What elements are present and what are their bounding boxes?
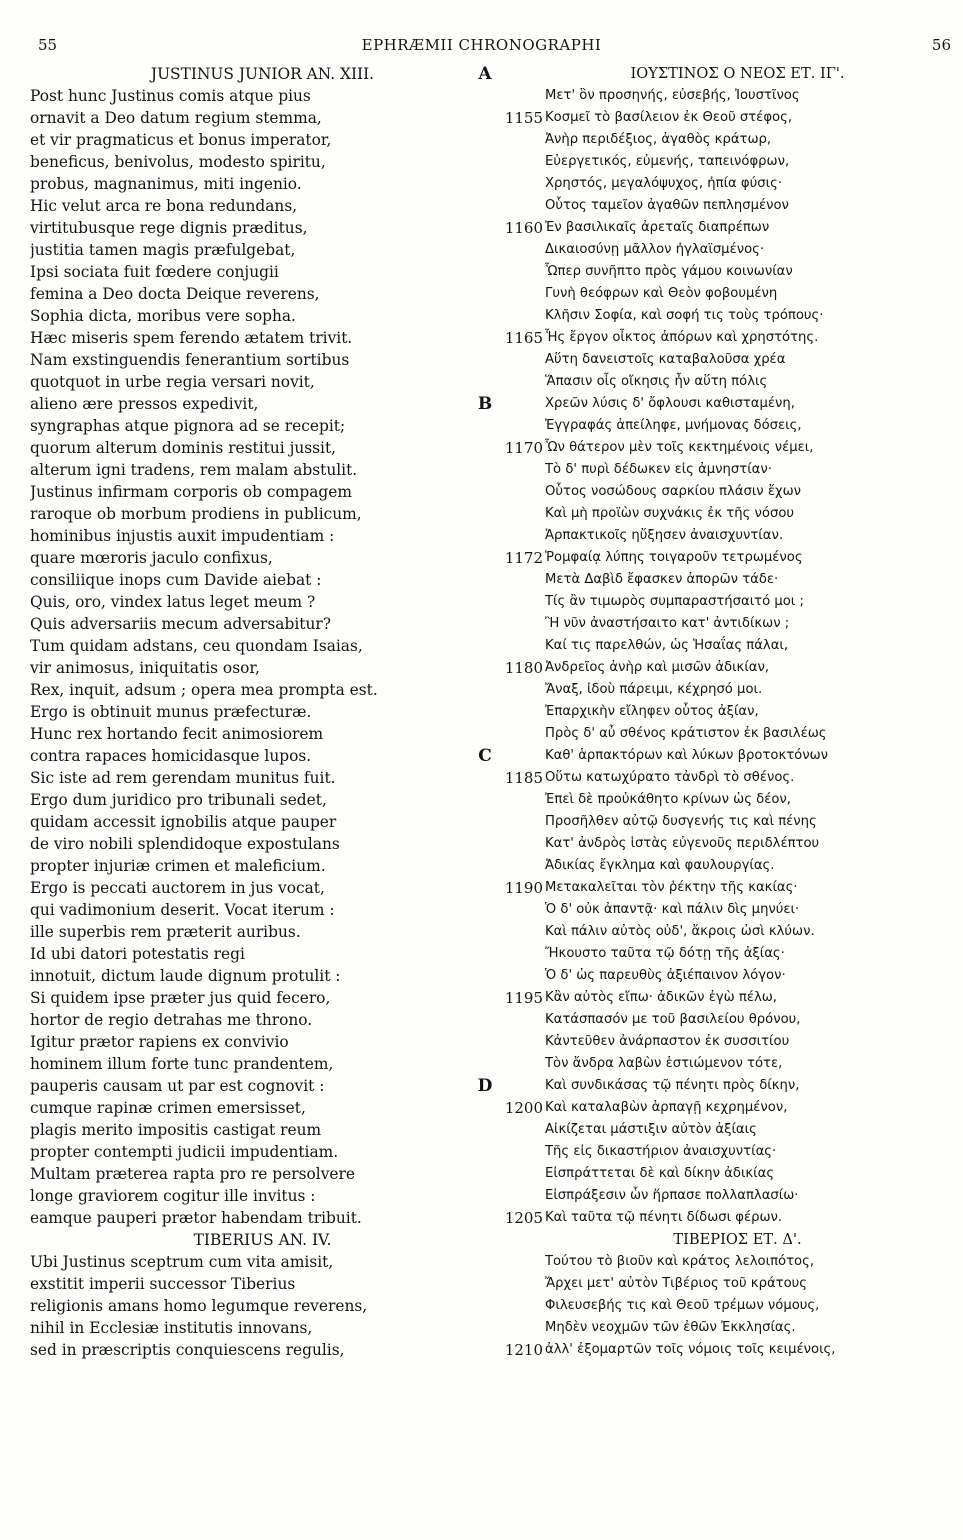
line-number [488,1317,543,1339]
line-number: 1160 [504,219,543,237]
line-number [488,415,543,437]
greek-line: Εὐεργετικός, εὐμενής, ταπεινόφρων, [545,154,790,169]
latin-line: Post hunc Justinus comis atque pius [30,87,311,105]
latin-line: virtitubusque rege dignis præditus, [30,219,308,237]
latin-line: alieno ære pressos expedivit, [30,395,259,413]
latin-line: religionis amans homo legumque reverens, [30,1297,368,1315]
greek-line: ἀλλ' ἐξομαρτῶν τοῖς νόμοις τοῖς κειμένοις, [545,1342,836,1357]
line-number [488,569,543,591]
greek-line: Τούτου τὸ βιοῦν καὶ κράτος λελοιπότος, [545,1254,815,1269]
line-number [488,349,543,371]
greek-line: Αὕτη δανειστοῖς καταβαλοῦσα χρέα [545,352,786,367]
latin-line: hominibus injustis auxit impudentiam : [30,527,335,545]
line-number [488,1031,543,1053]
latin-line: Quis, oro, vindex latus leget meum ? [30,593,316,611]
line-number [488,1251,543,1273]
latin-line: Si quidem ipse præter jus quid fecero, [30,989,331,1007]
latin-line: propter injuriæ crimen et maleficium. [30,857,326,875]
line-number [488,283,543,305]
line-number [488,943,543,965]
line-number [488,679,543,701]
latin-heading: JUSTINUS JUNIOR AN. XIII. [150,65,375,83]
line-number [488,1141,543,1163]
line-number [488,371,543,393]
section-letter: D [477,1076,493,1096]
greek-line: Καὶ πάλιν αὐτὸς οὐδ', ἄκροις ὠσὶ κλύων. [545,924,815,939]
greek-line: Τὸν ἄνδρα λαβὼν ἑστιώμενον τότε, [545,1056,783,1071]
running-title: EPHRÆMII CHRONOGRAPHI [361,36,602,54]
line-number [488,129,543,151]
greek-line: Οὗτος νοσώδους σαρκίου πλάσιν ἔχων [545,484,802,499]
greek-line: Κἂν αὐτὸς εἴπω· ἀδικῶν ἐγὼ πέλω, [545,990,777,1005]
greek-line: Ἐπεὶ δὲ προὐκάθητο κρίνων ὡς δέον, [545,792,791,807]
greek-line: Μετακαλεῖται τὸν ῥέκτην τῆς κακίας· [545,880,798,895]
latin-line: Ergo is obtinuit munus præfecturæ. [30,703,312,721]
greek-line: Πρὸς δ' αὖ σθένος κράτιστον ἐκ βασιλέως [545,726,827,741]
greek-line: Δικαιοσύνῃ μᾶλλον ἠγλαϊσμένος· [545,242,765,257]
line-number: 1170 [504,439,543,457]
line-number [488,1119,543,1141]
latin-line: ille superbis rem præterit auribus. [30,923,301,941]
line-number [488,305,543,327]
line-number [488,261,543,283]
latin-line: Igitur prætor rapiens ex convivio [30,1033,289,1051]
line-number [488,1229,543,1251]
line-number [488,965,543,987]
line-number-column [488,63,543,1361]
greek-line: Ἐγγραφάς ἀπείληφε, μνήμονας δόσεις, [545,418,802,433]
line-number [488,239,543,261]
latin-line: consiliique inops cum Davide aiebat : [30,571,322,589]
greek-line: Μηδὲν νεοχμῶν τῶν ἐθῶν Ἐκκλησίας. [545,1320,796,1335]
greek-line: Καὶ ταῦτα τῷ πένητι δίδωσι φέρων. [545,1210,783,1225]
greek-line: Χρηστός, μεγαλόψυχος, ἠπία φύσις· [545,176,783,191]
line-number [488,833,543,855]
latin-line: Sic iste ad rem gerendam munitus fuit. [30,769,336,787]
greek-column [545,63,930,1361]
line-number [488,393,543,415]
section-letter: A [478,64,492,84]
page-number-right: 56 [931,36,951,54]
line-number: 1155 [504,109,543,127]
line-number: 1165 [504,329,543,347]
greek-line: Καθ' ἁρπακτόρων καὶ λύκων βροτοκτόνων [545,748,829,763]
line-number [488,701,543,723]
latin-line: longe graviorem cogitur ille invitus : [30,1187,316,1205]
latin-line: justitia tamen magis præfulgebat, [30,241,296,259]
line-number [488,899,543,921]
greek-line: Ἁρπακτικοῖς ηὔξησεν ἀναισχυντίαν. [545,528,784,543]
greek-line: Χρεῶν λύσις δ' ὄφλουσι καθισταμένη, [545,396,795,411]
latin-line: sed in præscriptis conquiescens regulis, [30,1341,345,1359]
latin-line: Justinus infirmam corporis ob compagem [30,483,352,501]
latin-line: exstitit imperii successor Tiberius [30,1275,296,1293]
latin-line: innotuit, dictum laude dignum protulit : [30,967,341,985]
latin-line: quorum alterum dominis restitui jussit, [30,439,337,457]
greek-line: Αἰκίζεται μάστιξιν αὐτὸν ἀξίαις [545,1122,757,1137]
greek-line: Κοσμεῖ τὸ βασίλειον ἐκ Θεοῦ στέφος, [545,110,793,125]
latin-line: Sophia dicta, moribus vere sopha. [30,307,296,325]
greek-line: Ἐπαρχικὴν εἴληφεν οὗτος ἀξίαν, [545,704,759,719]
page-number-left: 55 [38,36,58,54]
greek-line: Ὁ δ' οὐκ ἀπαντᾷ· καὶ πάλιν δὶς μηνύει· [545,902,800,917]
line-number [488,591,543,613]
greek-line: Ἤκουστο ταῦτα τῷ δότῃ τῆς ἀξίας· [545,946,785,961]
latin-line: hominem illum forte tunc prandentem, [30,1055,334,1073]
latin-line: Ergo dum juridico pro tribunali sedet, [30,791,327,809]
latin-line: Id ubi datori potestatis regi [30,945,245,963]
latin-line: Hunc rex hortando fecit animosiorem [30,725,324,743]
greek-line: Ὁ δ' ὡς παρευθὺς ἀξιέπαινον λόγον· [545,968,786,983]
line-number [488,921,543,943]
greek-line: Καὶ καταλαβὼν ἁρπαγῇ κεχρημένον, [545,1100,788,1115]
line-number: 1200 [504,1099,543,1117]
greek-line: Εἰσπράττεται δὲ καὶ δίκην ἀδικίας [545,1166,775,1181]
line-number [488,855,543,877]
greek-line: Καί τις παρελθών, ὡς Ἡσαΐας πάλαι, [545,638,789,653]
line-number [488,1295,543,1317]
latin-line: quare mœroris jaculo confixus, [30,549,273,567]
greek-line: Καὶ συνδικάσας τῷ πένητι πρὸς δίκην, [545,1078,800,1093]
line-number [488,1009,543,1031]
greek-line: Ἧς ἔργον οἶκτος ἀπόρων καὶ χρηστότης. [545,330,819,345]
latin-line: Rex, inquit, adsum ; opera mea prompta est. [30,681,378,699]
line-number [488,151,543,173]
latin-line: contra rapaces homicidasque lupos. [30,747,312,765]
latin-line: Hæc miseris spem ferendo ætatem trivit. [30,329,353,347]
line-number [488,1273,543,1295]
greek-line: Κλῆσιν Σοφία, καὶ σοφή τις τοὺς τρόπους· [545,308,824,323]
latin-line: qui vadimonium deserit. Vocat iterum : [30,901,335,919]
line-number: 1210 [504,1341,543,1359]
latin-line: raroque ob morbum prodiens in publicum, [30,505,362,523]
greek-line: Ἀνδρεῖος ἀνὴρ καὶ μισῶν ἀδικίαν, [545,660,770,675]
greek-line: Ὧπερ συνῆπτο πρὸς γάμου κοινωνίαν [545,264,793,279]
line-number [488,1053,543,1075]
line-number: 1185 [504,769,543,787]
latin-line: pauperis causam ut par est cognovit : [30,1077,325,1095]
greek-line: Ῥομφαίᾳ λύπης τοιγαροῦν τετρωμένος [545,550,803,565]
line-number [488,1075,543,1097]
line-number [488,1163,543,1185]
greek-line: Τίς ἂν τιμωρὸς συμπαραστήσαιτό μοι ; [545,594,804,609]
greek-line: Φιλευσεβής τις καὶ Θεοῦ τρέμων νόμους, [545,1298,820,1313]
latin-line: Ipsi sociata fuit fœdere conjugii [30,263,279,281]
latin-line: Quis adversariis mecum adversabitur? [30,615,331,633]
line-number [488,613,543,635]
latin-line: syngraphas atque pignora ad se recepit; [30,417,346,435]
greek-line: Προσῆλθεν αὐτῷ δυσγενής τις καὶ πένης [545,814,817,829]
greek-line: Κατ' ἀνδρὸς ἱστὰς εὐγενοῦς περιδλέπτου [545,836,820,851]
greek-line: Ἢ νῦν ἀναστήσαιτο κατ' ἀντιδίκων ; [545,616,790,631]
latin-line: probus, magnanimus, miti ingenio. [30,175,302,193]
line-number [488,525,543,547]
line-number: 1205 [504,1209,543,1227]
greek-line: Μετὰ Δαβὶδ ἔφασκεν ἀπορῶν τάδε· [545,572,779,587]
latin-line: plagis merito impositis castigat reum [30,1121,322,1139]
line-number [488,503,543,525]
greek-line: Οὕτω κατωχύρατο τἀνδρὶ τὸ σθένος. [545,770,795,785]
line-number [488,85,543,107]
latin-line: eamque pauperi prætor habendam tribuit. [30,1209,362,1227]
line-number [488,481,543,503]
greek-line: Οὗτος ταμεῖον ἀγαθῶν πεπλησμένον [545,198,789,213]
latin-line: quotquot in urbe regia versari novit, [30,373,315,391]
greek-line: Μετ' ὃν προσηνής, εὐσεβής, Ἰουστῖνος [545,88,800,103]
section-letter: B [477,394,493,414]
latin-line: femina a Deo docta Deique reverens, [30,285,320,303]
greek-line: Ἄναξ, ἰδοὺ πάρειμι, κέχρησό μοι. [545,682,763,697]
line-number [488,195,543,217]
latin-line: hortor de regio detrahas me throno. [30,1011,313,1029]
greek-line: Ἀνὴρ περιδέξιος, ἀγαθὸς κράτωρ, [545,132,772,147]
latin-line: Multam præterea rapta pro re persolvere [30,1165,355,1183]
latin-column [30,63,455,1361]
greek-line: Κατάσπασόν με τοῦ βασιλείου θρόνου, [545,1012,801,1027]
line-number [488,635,543,657]
greek-line: Καὶ μὴ προϊὼν συχνάκις ἐκ τῆς νόσου [545,506,795,521]
latin-line: cumque rapinæ crimen emersisset, [30,1099,306,1117]
latin-line: Hic velut arca re bona redundans, [30,197,298,215]
greek-line: Ἅπασιν οἷς οἴκησις ἦν αὕτη πόλις [545,374,768,389]
latin-line: ornavit a Deo datum regium stemma, [30,109,322,127]
line-number [488,459,543,481]
latin-line: beneficus, benivolus, modesto spiritu, [30,153,326,171]
page-header [0,36,963,56]
latin-line: Ergo is peccati auctorem in jus vocat, [30,879,325,897]
latin-heading: TIBERIUS AN. IV. [193,1231,332,1249]
line-number: 1172 [504,549,543,567]
greek-line: Ὧν θάτερον μὲν τοῖς κεκτημένοις νέμει, [545,440,814,455]
latin-line: vir animosus, iniquitatis osor, [30,659,260,677]
line-number [488,173,543,195]
greek-line: Κἀντεῦθεν ἀνάρπαστον ἐκ συσσιτίου [545,1034,790,1049]
line-number: 1190 [504,879,543,897]
line-number [488,723,543,745]
latin-line: et vir pragmaticus et bonus imperator, [30,131,332,149]
greek-heading: ΙΟΥΣΤΙΝΟΣ Ο ΝΕΟΣ ΕΤ. ΙΓ'. [630,65,845,82]
greek-heading: ΤΙΒΕΡΙΟΣ ΕΤ. Δ'. [673,1231,802,1248]
latin-line: Tum quidam adstans, ceu quondam Isaias, [30,637,363,655]
greek-line: Τὸ δ' πυρὶ δέδωκεν εἰς ἀμνηστίαν· [545,462,772,477]
line-number [488,811,543,833]
greek-line: Εἰσπράξεσιν ὧν ἥρπασε πολλαπλασίω· [545,1188,799,1203]
greek-line: Γυνὴ θεόφρων καὶ Θεὸν φοβουμένη [545,286,778,301]
latin-line: propter contempti judicii impudentiam. [30,1143,339,1161]
latin-line: Ubi Justinus sceptrum cum vita amisit, [30,1253,334,1271]
latin-line: Nam exstinguendis fenerantium sortibus [30,351,350,369]
greek-line: Ἀδικίας ἔγκλημα καὶ φαυλουργίας. [545,858,775,873]
line-number: 1180 [504,659,543,677]
greek-line: Τῆς εἰς δικαστήριον ἀναισχυντίας· [545,1144,777,1159]
line-number [488,745,543,767]
line-number [488,789,543,811]
line-number: 1195 [504,989,543,1007]
line-number [488,63,543,85]
section-letter: C [478,746,492,766]
latin-line: quidam accessit ignobilis atque pauper [30,813,337,831]
latin-line: nihil in Ecclesiæ institutis innovans, [30,1319,313,1337]
line-number [488,1185,543,1207]
greek-line: Ἐν βασιλικαῖς ἀρεταῖς διαπρέπων [545,220,770,235]
latin-line: alterum igni tradens, rem malam abstulit. [30,461,358,479]
greek-line: Ἄρχει μετ' αὐτὸν Τιβέριος τοῦ κράτους [545,1276,808,1291]
latin-line: de viro nobili splendidoque expostulans [30,835,340,853]
